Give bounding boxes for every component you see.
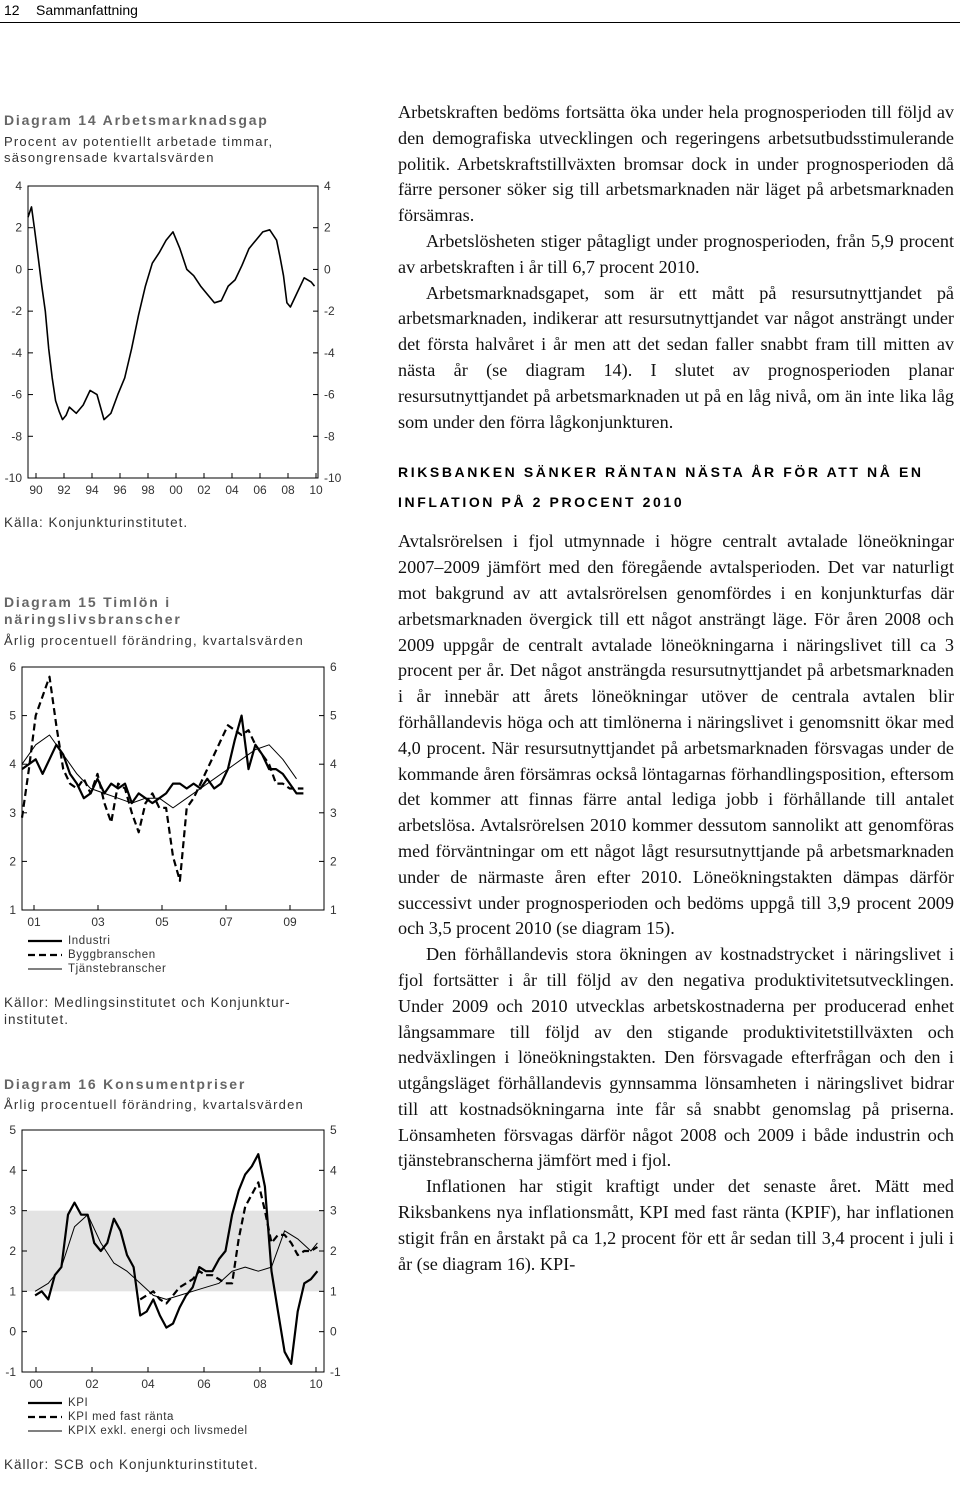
y-tick-label: -6 bbox=[324, 387, 335, 402]
y-tick-label: 2 bbox=[9, 854, 16, 869]
x-tick-label: 98 bbox=[141, 483, 155, 497]
y-tick-label: 1 bbox=[330, 1284, 337, 1299]
paragraph: Arbetsmarknadsgapet, som är ett mått på resursutnyttjandet på arbetsmarknaden, indikerar att resursutnyttjandet var något ansträngt under det första halvåret i år men att det sedan faller snabbt fram till mitten av nästa år (se diagram 14). I slutet av prognosperioden planar resursutnyttjandet på arbetsmarknaden ut på en låg nivå, om än inte lika låg som under den förra lågkonjunkturen. bbox=[398, 282, 954, 432]
legend-swatch-dashed bbox=[28, 951, 62, 959]
diagram16-source: Källor: SCB och Konjunkturinstitutet. bbox=[4, 1457, 259, 1472]
diagram15-source: Källor: Medlingsinstitutet och Konjunktur-institutet. bbox=[4, 995, 291, 1027]
legend-label: KPI bbox=[68, 1397, 89, 1409]
y-tick-label: 4 bbox=[330, 757, 337, 772]
y-tick-label: 6 bbox=[9, 660, 16, 674]
diagram16-chart bbox=[0, 1120, 370, 1405]
paragraph: Avtalsrörelsen i fjol utmynnade i högre centralt avtalade löneökningar 2007–2009 jämfört med den föregående avtalsperioden. Det var naturligt mot bakgrund av att avtalsrörelsen genomfördes i en konjunkturfas där arbetsmarknaden övergick till ett något ansträngt läge. För åren 2008 och 2009 uppgår de centralt avtalade löneökningarna i näringslivet till ca 3 procent per år. Det något ansträngda resursutnyttjandet på arbetsmarknaden i år innebär att årets löneökningar utöver de centrala avtalen blir förhållandevis höga och att timlönerna i näringslivet i genomsnitt ökar med 4,0 procent. När resursutnyttjandet på arbetsmarknaden försvagas under de kommande åren försämras också löntagarnas förhandlingsposition, eftersom det kommer att finnas färre antal lediga jobb i förhållande till antalet arbetslösa. Avtalsrörelsen 2010 kommer dessutom sannolikt att genomföras med förväntningar om ett något lågt resursutnyttjande på arbetsmarknaden under de närmaste åren efter 2010. Löneökningstakten dämpas därför successivt under prognosperioden och bedöms uppgå till 3,9 procent 2009 och 3,5 procent 2010 (se diagram 15). bbox=[398, 531, 954, 939]
y-tick-label: 5 bbox=[9, 708, 16, 723]
y-tick-label: -10 bbox=[324, 471, 342, 485]
diagram16-title: Diagram 16 Konsumentpriser bbox=[4, 1076, 247, 1092]
header-rule bbox=[0, 22, 960, 23]
y-tick-label: -4 bbox=[324, 345, 335, 360]
y-tick-label: 4 bbox=[9, 757, 16, 772]
y-tick-label: -2 bbox=[324, 304, 335, 319]
legend-item-byggbranschen bbox=[28, 948, 166, 962]
y-tick-label: 0 bbox=[9, 1324, 16, 1339]
x-tick-label: 06 bbox=[253, 483, 267, 497]
y-tick-label: 4 bbox=[324, 179, 331, 193]
x-tick-label: 03 bbox=[91, 915, 105, 929]
diagram16-legend bbox=[28, 1396, 248, 1438]
y-tick-label: 0 bbox=[15, 262, 22, 277]
y-tick-label: 1 bbox=[330, 903, 337, 917]
paragraph: Arbetslösheten stiger påtagligt under prognosperioden, från 5,9 procent av arbetskraften i år till 6,7 procent 2010. bbox=[398, 230, 954, 277]
legend-label: Industri bbox=[68, 935, 111, 947]
diagram16-subtitle: Årlig procentuell förändring, kvartalsvärden bbox=[4, 1097, 304, 1112]
series-line bbox=[22, 716, 303, 804]
plot-frame bbox=[28, 186, 318, 478]
x-tick-label: 04 bbox=[225, 483, 239, 497]
legend-label: KPI med fast ränta bbox=[68, 1411, 175, 1423]
x-tick-label: 10 bbox=[309, 1377, 323, 1391]
legend-swatch-dashed bbox=[28, 1413, 62, 1421]
y-tick-label: -4 bbox=[11, 345, 22, 360]
paragraph: Arbetskraften bedöms fortsätta öka under hela prognosperioden till följd av den demografiska utvecklingen och regeringens arbetsutbudsstimulerande politik. Arbetskraftstillväxten bromsar dock in under prognosperioden då färre personer söker sig till arbetsmarknaden när läget på arbetsmarknaden försämras. bbox=[398, 102, 954, 226]
x-tick-label: 10 bbox=[309, 483, 323, 497]
diagram15-subtitle: Årlig procentuell förändring, kvartalsvärden bbox=[4, 633, 304, 648]
y-tick-label: 5 bbox=[330, 708, 337, 723]
y-tick-label: -2 bbox=[11, 304, 22, 319]
main-text bbox=[398, 100, 954, 1277]
x-tick-label: 08 bbox=[253, 1377, 267, 1391]
x-tick-label: 92 bbox=[57, 483, 71, 497]
legend-item-tjanstebranscher bbox=[28, 962, 166, 976]
diagram15-chart bbox=[0, 655, 370, 935]
x-tick-label: 94 bbox=[85, 483, 99, 497]
y-tick-label: 3 bbox=[9, 805, 16, 820]
series-line bbox=[22, 677, 303, 881]
diagram14-source: Källa: Konjunkturinstitutet. bbox=[4, 515, 189, 530]
x-tick-label: 07 bbox=[219, 915, 233, 929]
y-tick-label: 5 bbox=[9, 1123, 16, 1137]
y-tick-label: 3 bbox=[330, 1203, 337, 1218]
y-tick-label: 2 bbox=[15, 220, 22, 235]
x-tick-label: 09 bbox=[283, 915, 297, 929]
y-tick-label: 5 bbox=[330, 1123, 337, 1137]
legend-item-kpix bbox=[28, 1424, 248, 1438]
y-tick-label: 2 bbox=[330, 854, 337, 869]
y-tick-label: -1 bbox=[330, 1365, 341, 1379]
legend-item-industri bbox=[28, 934, 166, 948]
y-tick-label: 4 bbox=[15, 179, 22, 193]
y-tick-label: 6 bbox=[330, 660, 337, 674]
paragraph: Inflationen har stigit kraftigt under det senaste året. Mätt med Riksbankens nya inflationsmått, KPI med fast ränta (KPIF), har inflationen stigit från en årstakt på ca 1,2 procent för ett år sedan till 3,4 procent i juli i år (se diagram 16). KPI- bbox=[398, 1176, 954, 1274]
y-tick-label: 2 bbox=[324, 220, 331, 235]
legend-swatch-solid-thin bbox=[28, 965, 62, 973]
x-tick-label: 90 bbox=[29, 483, 43, 497]
y-tick-label: -10 bbox=[4, 471, 22, 485]
diagram14-chart bbox=[0, 170, 370, 510]
x-tick-label: 02 bbox=[85, 1377, 99, 1391]
y-tick-label: 0 bbox=[330, 1324, 337, 1339]
y-tick-label: 3 bbox=[9, 1203, 16, 1218]
legend-item-kpif bbox=[28, 1410, 248, 1424]
section-title: Sammanfattning bbox=[36, 2, 138, 18]
x-tick-label: 08 bbox=[281, 483, 295, 497]
section-heading: RIKSBANKEN SÄNKER RÄNTAN NÄSTA ÅR FÖR ATT NÅ EN INFLATION PÅ 2 PROCENT 2010 bbox=[398, 464, 924, 511]
x-tick-label: 05 bbox=[155, 915, 169, 929]
legend-swatch-solid-thick bbox=[28, 1399, 62, 1407]
paragraph: Den förhållandevis stora ökningen av kostnadstrycket i näringslivet i fjol fortsätter i år till följd av den negativa produktivitetsutvecklingen. Under 2009 och 2010 utvecklas arbetskostnaderna per producerad enhet långsammare till följd av den stigande produktivitetstillväxten och nedväxlingen i löneökningstakten. Den försvagade efterfrågan och den i utgångsläget förhållandevis gynnsamma lönsamheten i näringslivet bidrar till att kostnadsökningarna inte får så snabbt genomslag på priserna. Lönsamheten försvagas därför något 2008 och 2009 i både industrin och tjänstebranscherna jämfört med i fjol. bbox=[398, 944, 954, 1171]
y-tick-label: 2 bbox=[9, 1244, 16, 1258]
x-tick-label: 96 bbox=[113, 483, 127, 497]
x-tick-label: 06 bbox=[197, 1377, 211, 1391]
legend-swatch-solid-thick bbox=[28, 937, 62, 945]
page-number: 12 bbox=[4, 2, 20, 18]
y-tick-label: -6 bbox=[11, 387, 22, 402]
x-tick-label: 00 bbox=[29, 1377, 43, 1391]
y-tick-label: -8 bbox=[11, 429, 22, 444]
page-header bbox=[0, 0, 960, 22]
y-tick-label: 3 bbox=[330, 805, 337, 820]
x-tick-label: 00 bbox=[169, 483, 183, 497]
y-tick-label: 1 bbox=[9, 903, 16, 917]
legend-label: Tjänstebranscher bbox=[68, 963, 167, 975]
legend-item-kpi bbox=[28, 1396, 248, 1410]
x-tick-label: 02 bbox=[197, 483, 211, 497]
y-tick-label: -8 bbox=[324, 429, 335, 444]
plot-frame bbox=[22, 667, 324, 910]
diagram15-legend bbox=[28, 934, 166, 976]
y-tick-label: 0 bbox=[324, 262, 331, 277]
legend-label: Byggbranschen bbox=[68, 949, 156, 961]
legend-swatch-solid-thin bbox=[28, 1427, 62, 1435]
diagram15-title: Diagram 15 Timlön i näringslivsbranscher bbox=[4, 594, 182, 627]
y-tick-label: 4 bbox=[330, 1163, 337, 1178]
y-tick-label: 1 bbox=[9, 1284, 16, 1299]
series-line bbox=[28, 207, 315, 420]
diagram14-title: Diagram 14 Arbetsmarknadsgap bbox=[4, 112, 269, 128]
x-tick-label: 04 bbox=[141, 1377, 155, 1391]
y-tick-label: -1 bbox=[5, 1365, 16, 1379]
diagram14-subtitle: Procent av potentiellt arbetade timmar, säsongrensade kvartalsvärden bbox=[4, 134, 274, 165]
y-tick-label: 4 bbox=[9, 1163, 16, 1178]
legend-label: KPIX exkl. energi och livsmedel bbox=[68, 1425, 248, 1437]
x-tick-label: 01 bbox=[27, 915, 41, 929]
y-tick-label: 2 bbox=[330, 1244, 337, 1258]
